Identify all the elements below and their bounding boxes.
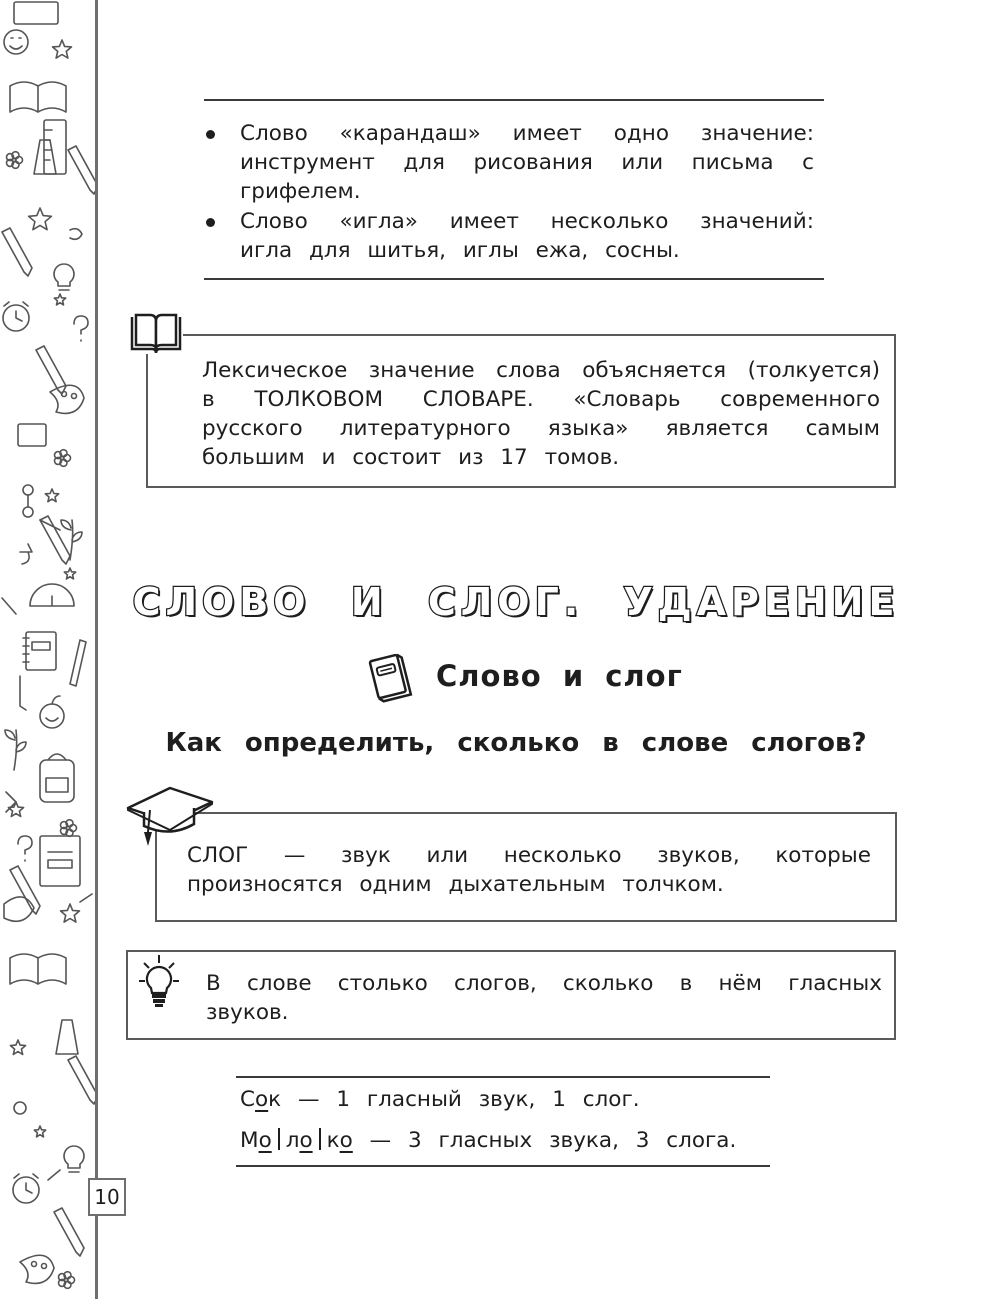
book-stack-doodle — [40, 836, 80, 886]
example-moloko — [240, 1128, 736, 1153]
bulb-doodle — [54, 264, 74, 290]
backpack-doodle — [40, 760, 74, 802]
star-doodle — [54, 294, 65, 305]
star-doodle — [45, 489, 58, 502]
examples-top-rule — [236, 1076, 770, 1078]
examples-bottom-rule — [236, 1165, 770, 1167]
rule-box — [126, 950, 896, 1040]
syllable-vowel: о — [299, 1128, 313, 1153]
flower-doodle — [66, 826, 70, 830]
definition-box — [155, 812, 897, 922]
open-book-icon — [128, 311, 184, 355]
section-title: СЛОВО И СЛОГ. УДАРЕНИЕ — [132, 580, 900, 624]
definition-text: СЛОГ — звук или несколько звуков, которые произносятся одним дыхательным толчком. — [187, 843, 871, 897]
pencil-doodle — [68, 146, 96, 194]
open-book-doodle — [10, 954, 66, 984]
star-doodle — [29, 208, 52, 230]
school-doodles-pattern — [0, 0, 96, 1299]
note-doodle — [18, 424, 46, 446]
star-doodle — [53, 40, 72, 58]
bulb-doodle — [64, 1146, 84, 1172]
flask-doodle — [34, 140, 56, 174]
palette-doodle — [20, 1255, 54, 1283]
lightbulb-icon — [139, 953, 179, 1015]
note-text: Лексическое значение слова объясняется (толкуется) в ТОЛКОВОМ СЛОВАРЕ. «Словарь современного русского литературного языка» является самым большим и состоит из 17 томов. — [202, 358, 880, 470]
star-doodle — [8, 802, 23, 817]
syllable-consonant: к — [326, 1128, 340, 1153]
flask-doodle — [56, 1020, 78, 1054]
star-doodle — [10, 1040, 25, 1055]
syllable-vowel: о — [339, 1128, 353, 1153]
glasses-doodle — [23, 485, 33, 495]
flower-doodle — [60, 456, 64, 460]
example-letter: к — [268, 1087, 282, 1112]
syllable-separator — [278, 1128, 280, 1150]
letter-doodle — [20, 544, 32, 564]
notebook-doodle — [26, 632, 56, 670]
sprout-doodle — [61, 520, 82, 560]
pencil-doodle — [40, 516, 70, 564]
bottom-rule — [204, 278, 824, 280]
example-explanation: — 1 гласный звук, 1 слог. — [281, 1087, 640, 1112]
question-doodle — [18, 836, 32, 861]
decorative-doodle-strip — [0, 0, 98, 1299]
smiley-doodle — [4, 30, 28, 54]
brush-doodle — [70, 640, 86, 686]
question-doodle — [74, 316, 88, 341]
subsection-title: Слово и слог — [436, 659, 683, 693]
question-heading: Как определить, сколько в слове слогов? — [165, 728, 867, 758]
pencil-doodle — [2, 228, 32, 276]
example-sok — [240, 1087, 640, 1112]
bullet-item: Слово «игла» имеет несколько значений: игла для шитья, иглы ежа, сосны. — [206, 207, 814, 265]
flower-doodle — [64, 1278, 68, 1282]
graduation-cap-icon — [124, 780, 214, 850]
bullet-item: Слово «карандаш» имеет одно значение: инструмент для рисования или письма с грифелем. — [206, 119, 814, 206]
page-number: 10 — [88, 1178, 126, 1216]
top-rule — [204, 99, 824, 101]
pencil-doodle — [68, 1056, 96, 1104]
pencil-doodle — [54, 1208, 84, 1256]
example-explanation: — 3 гласных звука, 3 слога. — [352, 1128, 737, 1153]
example-vowel: о — [255, 1087, 269, 1112]
star-doodle — [61, 904, 80, 922]
flower-doodle — [12, 158, 16, 162]
book-icon — [366, 651, 414, 703]
example-letter: С — [240, 1087, 256, 1112]
star-doodle — [64, 568, 75, 579]
rule-text: В слове столько слогов, сколько в нём гласных звуков. — [206, 971, 882, 1025]
apple-doodle — [40, 704, 64, 728]
palette-doodle — [50, 385, 84, 413]
syllable-consonant: л — [285, 1128, 300, 1153]
syllable-consonant: М — [240, 1128, 259, 1153]
bullet-list — [206, 119, 814, 266]
syllable-separator — [319, 1128, 321, 1150]
syllable-vowel: о — [258, 1128, 272, 1153]
dictionary-note-box — [146, 334, 896, 488]
open-book-doodle — [10, 82, 66, 112]
palette-doodle — [4, 897, 34, 921]
pencil-doodle — [10, 866, 40, 914]
book-doodle — [14, 2, 58, 24]
star-doodle — [34, 1126, 45, 1137]
flower-doodle — [14, 1102, 26, 1114]
